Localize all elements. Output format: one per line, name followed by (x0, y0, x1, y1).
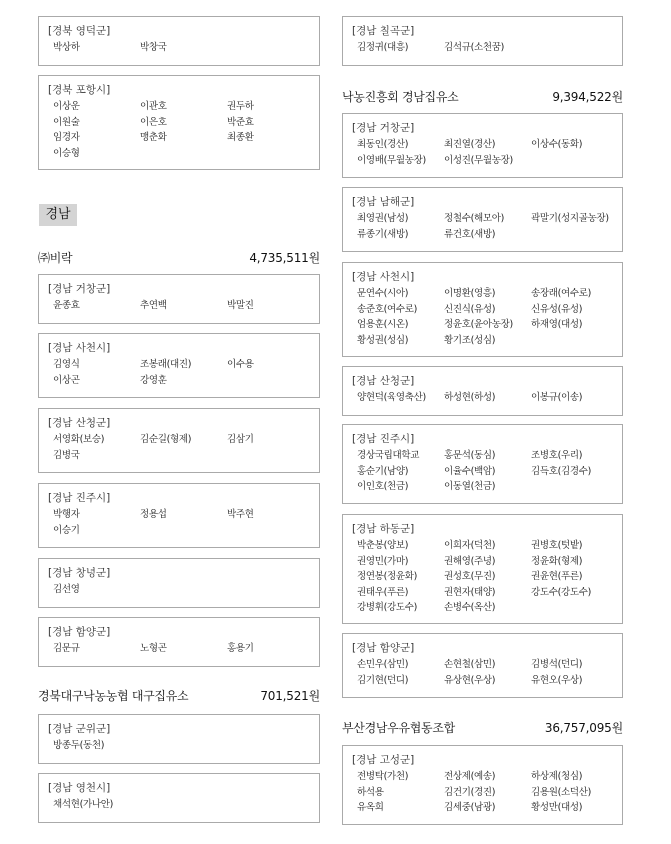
person-name: 조봉래(대진) (140, 359, 192, 370)
name-list (352, 448, 622, 495)
person-name: 하성현(하성) (444, 392, 496, 403)
person-name: 이성진(무월농장) (444, 154, 513, 166)
name-list (48, 507, 319, 538)
region-box (342, 366, 623, 416)
name-list (48, 432, 319, 463)
person-name: 이원술 (53, 116, 80, 128)
region-label: [경남 영천시] (48, 782, 111, 794)
person-name: 곽말기(성지골농장) (531, 213, 609, 224)
person-name: 정윤호(윤아농장) (444, 319, 513, 330)
person-name: 이수용 (227, 359, 254, 370)
person-name: 권두하 (227, 101, 254, 112)
person-name: 이승형 (53, 147, 80, 159)
name-list (48, 641, 319, 657)
org-heading (342, 87, 623, 105)
region-label: [경남 남해군] (352, 196, 415, 208)
person-name: 권태우(푸른) (357, 586, 409, 598)
region-box (342, 113, 623, 178)
person-name: 유현오(우상) (531, 674, 583, 686)
person-name: 맹춘화 (140, 132, 167, 143)
person-name: 엄용훈(시온) (357, 319, 409, 330)
name-list (352, 390, 622, 406)
person-name: 정철수(해모아) (444, 213, 505, 224)
person-name: 김병국 (53, 449, 80, 461)
name-list (48, 357, 319, 388)
region-box (38, 714, 320, 764)
region-box (38, 333, 320, 398)
person-name: 최영권(남성) (357, 213, 409, 224)
person-name: 서영화(보승) (53, 434, 105, 445)
person-name: 김영식 (53, 359, 80, 370)
person-name: 황성권(성심) (357, 334, 409, 346)
person-name: 방종두(동천) (53, 740, 105, 751)
province-heading: 경남 (39, 204, 77, 226)
person-name: 권윤현(푸른) (531, 571, 583, 582)
person-name: 권해영(주녕) (444, 555, 496, 567)
person-name: 윤종효 (53, 300, 80, 311)
person-name: 김석규(소천꿈) (444, 42, 505, 53)
person-name: 신유성(유성) (531, 303, 583, 315)
person-name: 추연백 (140, 300, 167, 311)
person-name: 최종환 (227, 132, 254, 143)
region-box (38, 16, 320, 66)
person-name: 이동열(천금) (444, 481, 496, 492)
person-name: 이상수(동화) (531, 139, 583, 150)
name-list (352, 286, 622, 348)
person-name: 류종기(새방) (357, 228, 409, 240)
person-name: 박창국 (140, 42, 167, 53)
person-name: 박준효 (227, 116, 254, 128)
person-name: 홍용기 (227, 643, 254, 654)
name-list (48, 797, 319, 813)
region-box (38, 408, 320, 473)
person-name: 김문규 (53, 643, 80, 654)
region-box (342, 16, 623, 66)
person-name: 양현덕(육영축산) (357, 392, 426, 403)
person-name: 이인호(천금) (357, 481, 409, 492)
person-name: 권병호(텃밭) (531, 540, 583, 551)
person-name: 강병휘(강도수) (357, 602, 418, 613)
person-name: 김정귀(대흥) (357, 42, 409, 53)
person-name: 이관호 (140, 101, 167, 112)
region-box (342, 262, 623, 357)
org-amount: 701,521원 (260, 688, 320, 703)
person-name: 강영훈 (140, 374, 167, 386)
name-list (48, 582, 319, 598)
name-list (352, 40, 622, 56)
region-box (342, 633, 623, 698)
person-name: 손병수(옥산) (444, 602, 496, 613)
person-name: 이상운 (53, 101, 80, 112)
person-name: 최동인(경산) (357, 139, 409, 150)
region-label: [경남 함양군] (48, 626, 111, 638)
region-box (38, 274, 320, 324)
org-amount: 9,394,522원 (552, 89, 623, 104)
person-name: 최진열(경산) (444, 139, 496, 150)
person-name: 노형곤 (140, 643, 167, 654)
person-name: 김삼기 (227, 434, 254, 445)
person-name: 김용원(소덕산) (531, 786, 592, 798)
person-name: 이율수(백암) (444, 465, 496, 477)
person-name: 손현철(삼민) (444, 659, 496, 670)
region-label: [경남 거창군] (352, 122, 415, 134)
region-box (38, 75, 320, 170)
region-label: [경남 사천시] (48, 342, 111, 354)
person-name: 문연수(시아) (357, 288, 409, 299)
region-box (342, 187, 623, 252)
person-name: 황기조(성심) (444, 334, 496, 346)
region-label: [경남 함양군] (352, 642, 415, 654)
org-amount: 4,735,511원 (249, 250, 320, 265)
person-name: 류건호(새방) (444, 228, 496, 240)
person-name: 권영민(가마) (357, 555, 409, 567)
org-amount: 36,757,095원 (544, 720, 623, 735)
region-label: [경남 창녕군] (48, 567, 111, 579)
name-list (352, 657, 622, 688)
region-label: [경남 산청군] (352, 375, 415, 387)
person-name: 김병석(던디) (531, 659, 583, 670)
name-list (48, 99, 319, 161)
person-name: 박말진 (227, 300, 254, 311)
name-list (352, 211, 622, 242)
name-list (352, 769, 622, 816)
person-name: 이은호 (140, 116, 167, 128)
name-list (48, 298, 319, 314)
region-label: [경북 포항시] (48, 84, 111, 96)
person-name: 박춘봉(양보) (357, 540, 409, 551)
region-box (38, 558, 320, 608)
org-heading (342, 718, 623, 736)
person-name: 정연봉(정윤화) (357, 571, 418, 582)
region-label: [경남 진주시] (48, 492, 111, 504)
person-name: 황성만(대성) (531, 802, 583, 813)
org-heading (38, 686, 320, 704)
person-name: 임경자 (53, 132, 80, 143)
region-label: [경남 거창군] (48, 283, 111, 295)
person-name: 홍순기(남양) (357, 465, 409, 477)
person-name: 유상현(우상) (444, 674, 496, 686)
person-name: 김건기(경진) (444, 786, 496, 798)
person-name: 김득호(김경수) (531, 465, 592, 477)
person-name: 김기현(던디) (357, 674, 409, 686)
person-name: 박상하 (53, 42, 80, 53)
person-name: 정윤화(형제) (531, 555, 583, 567)
person-name: 전상제(예송) (444, 771, 496, 782)
person-name: 이상곤 (53, 374, 80, 386)
person-name: 하상제(청심) (531, 771, 583, 782)
region-label: [경남 산청군] (48, 417, 111, 429)
region-label: [경남 하동군] (352, 523, 415, 535)
person-name: 박주현 (227, 509, 254, 520)
person-name: 손민우(삼민) (357, 659, 409, 670)
person-name: 박행자 (53, 509, 80, 520)
region-label: [경남 고성군] (352, 754, 415, 766)
region-label: [경남 사천시] (352, 271, 415, 283)
name-list (352, 538, 622, 616)
person-name: 김선영 (53, 584, 80, 595)
person-name: 하재영(대성) (531, 319, 583, 330)
person-name: 이명환(영흥) (444, 288, 496, 299)
region-label: [경북 영덕군] (48, 25, 111, 37)
person-name: 경상국립대학교 (357, 450, 420, 461)
person-name: 홍문석(동심) (444, 450, 496, 461)
org-name: 부산경남우유협동조합 (342, 720, 455, 735)
person-name: 전병탁(가천) (357, 771, 409, 782)
org-name: ㈜비락 (38, 250, 73, 265)
person-name: 이승기 (53, 524, 80, 536)
region-label: [경남 군위군] (48, 723, 111, 735)
person-name: 이희자(덕천) (444, 540, 496, 551)
region-box (342, 745, 623, 825)
person-name: 채석현(가나안) (53, 799, 114, 810)
region-box (38, 483, 320, 548)
person-name: 이영배(무월농장) (357, 154, 426, 166)
person-name: 하석용 (357, 786, 384, 798)
region-box (38, 617, 320, 667)
person-name: 유옥희 (357, 802, 384, 813)
name-list (352, 137, 622, 168)
person-name: 정용섭 (140, 509, 167, 520)
person-name: 송장래(여수로) (531, 288, 592, 299)
person-name: 송준호(여수로) (357, 303, 418, 315)
region-box (342, 424, 623, 504)
org-name: 경북대구낙농농협 대구집유소 (38, 688, 189, 703)
person-name: 김순길(형제) (140, 434, 192, 445)
region-label: [경남 칠곡군] (352, 25, 415, 37)
person-name: 조병호(우리) (531, 450, 583, 461)
org-heading (38, 248, 320, 266)
person-name: 신진식(유성) (444, 303, 496, 315)
region-box (342, 514, 623, 624)
region-label: [경남 진주시] (352, 433, 415, 445)
person-name: 권성호(무진) (444, 571, 496, 582)
person-name: 이봉규(이송) (531, 392, 583, 403)
person-name: 강도수(강도수) (531, 586, 592, 598)
person-name: 김세중(남광) (444, 802, 496, 813)
name-list (48, 40, 319, 56)
name-list (48, 738, 319, 754)
org-name: 낙농진흥회 경남집유소 (342, 89, 459, 104)
person-name: 권현자(태양) (444, 586, 496, 598)
region-box (38, 773, 320, 823)
